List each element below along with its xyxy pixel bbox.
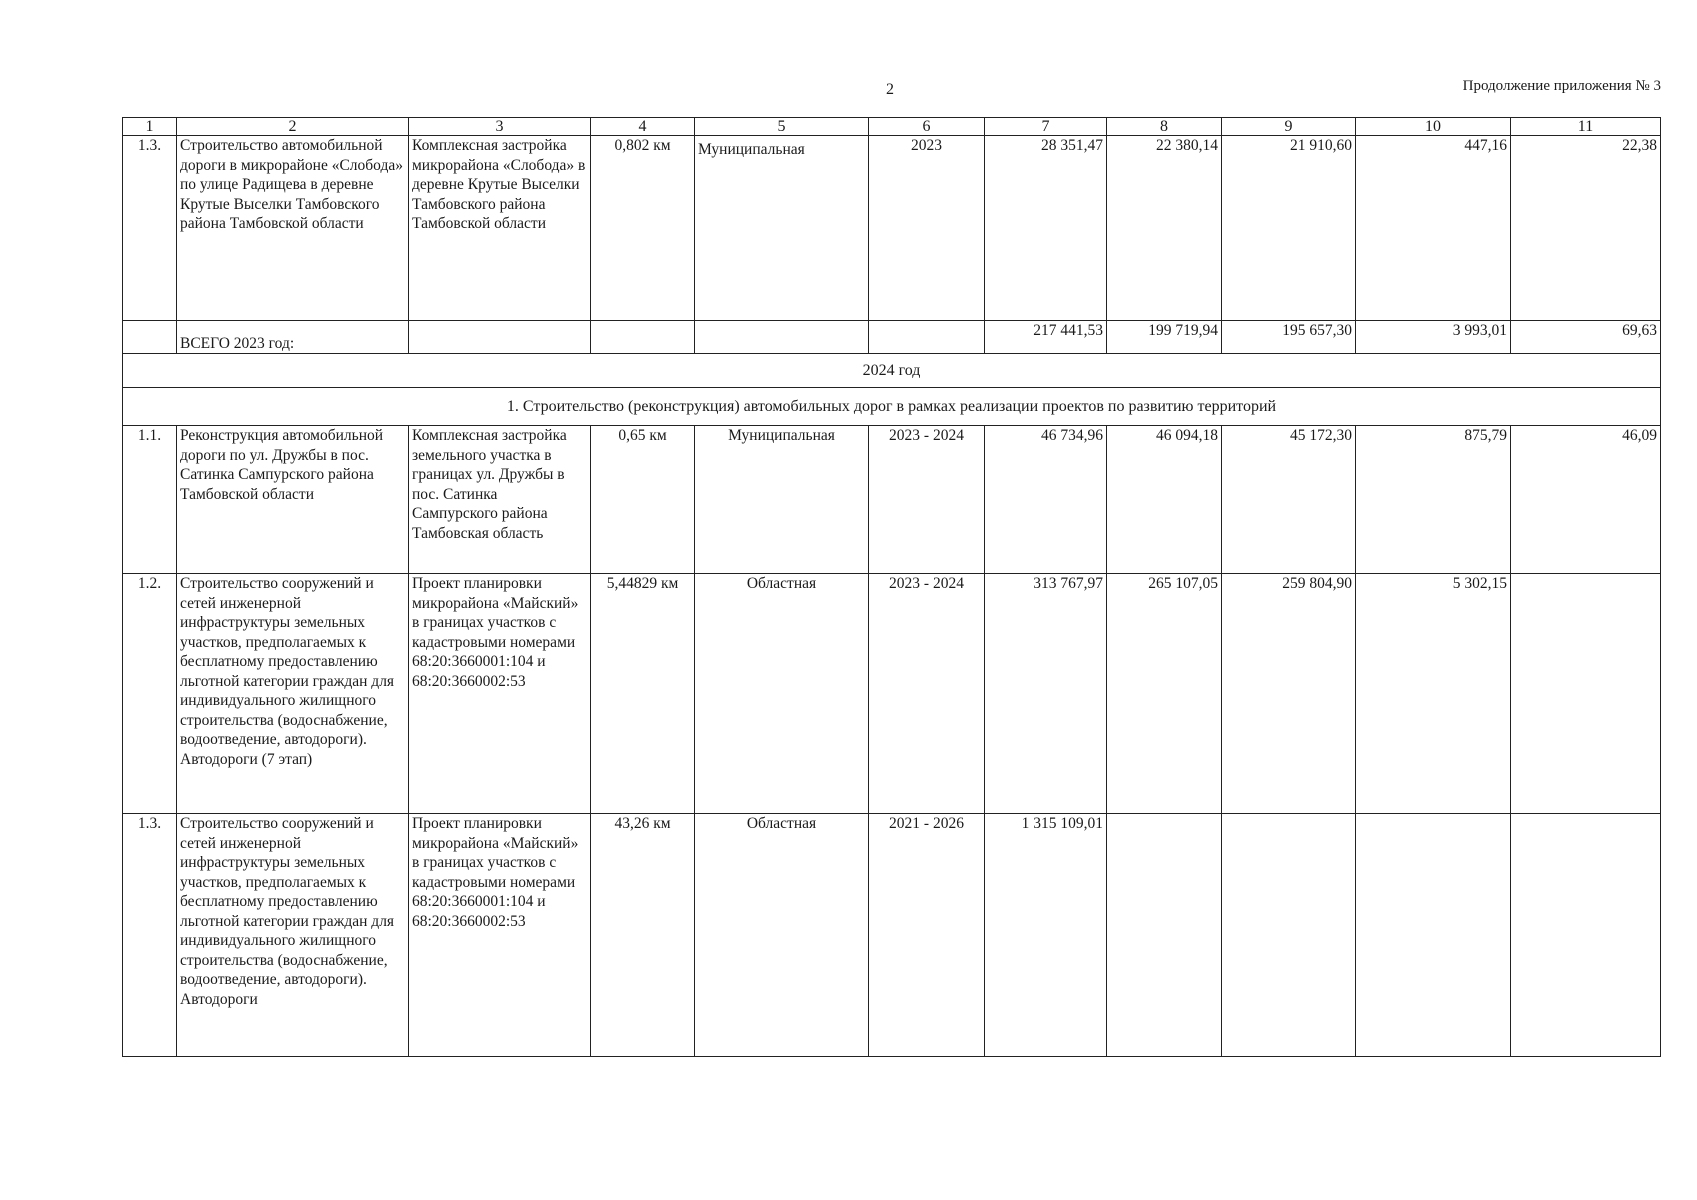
value-col10 xyxy=(1356,814,1511,1057)
total-col7: 217 441,53 xyxy=(985,321,1107,354)
column-number-row xyxy=(123,118,1661,136)
total-col8: 199 719,94 xyxy=(1107,321,1222,354)
object-period: 2021 - 2026 xyxy=(869,814,985,1057)
value-col10: 447,16 xyxy=(1356,136,1511,321)
value-col8: 265 107,05 xyxy=(1107,574,1222,814)
object-period: 2023 - 2024 xyxy=(869,426,985,574)
value-col8: 46 094,18 xyxy=(1107,426,1222,574)
object-basis: Комплексная застройка земельного участка в границах ул. Дружбы в пос. Сатинка Сампурского района Тамбовская область xyxy=(409,426,591,574)
object-length: 5,44829 км xyxy=(591,574,695,814)
section-row xyxy=(123,388,1661,426)
value-col7: 46 734,96 xyxy=(985,426,1107,574)
table-row xyxy=(123,426,1661,574)
object-period: 2023 - 2024 xyxy=(869,574,985,814)
object-length: 0,802 км xyxy=(591,136,695,321)
year-row xyxy=(123,354,1661,388)
value-col11: 22,38 xyxy=(1511,136,1661,321)
row-number: 1.2. xyxy=(123,574,177,814)
column-header: 4 xyxy=(591,118,695,136)
object-name: Строительство сооружений и сетей инженерной инфраструктуры земельных участков, предполагаемых к бесплатному предоставлению льготной категории граждан для индивидуального жилищного строительства (водоснабжение, водоотведение, автодороги). Автодороги xyxy=(177,814,409,1057)
object-basis: Проект планировки микрорайона «Майский» в границах участков с кадастровыми номерами 68:20:3660001:104 и 68:20:3660002:53 xyxy=(409,814,591,1057)
object-significance: Областная xyxy=(695,814,869,1057)
object-name: Строительство сооружений и сетей инженерной инфраструктуры земельных участков, предполагаемых к бесплатному предоставлению льготной категории граждан для индивидуального жилищного строительства (водоснабжение, водоотведение, автодороги). Автодороги (7 этап) xyxy=(177,574,409,814)
column-header: 9 xyxy=(1222,118,1356,136)
table-row xyxy=(123,814,1661,1057)
object-length: 43,26 км xyxy=(591,814,695,1057)
object-name: Реконструкция автомобильной дороги по ул. Дружбы в пос. Сатинка Сампурского района Тамбовской области xyxy=(177,426,409,574)
value-col9 xyxy=(1222,814,1356,1057)
object-length: 0,65 км xyxy=(591,426,695,574)
value-col10: 5 302,15 xyxy=(1356,574,1511,814)
table-row xyxy=(123,574,1661,814)
value-col9: 45 172,30 xyxy=(1222,426,1356,574)
total-label: ВСЕГО 2023 год: xyxy=(177,321,409,354)
table-row xyxy=(123,136,1661,321)
object-period: 2023 xyxy=(869,136,985,321)
row-number: 1.1. xyxy=(123,426,177,574)
total-row xyxy=(123,321,1661,354)
total-col10: 3 993,01 xyxy=(1356,321,1511,354)
object-significance: Муниципальная xyxy=(695,136,869,321)
data-table xyxy=(122,117,1661,1057)
value-col7: 313 767,97 xyxy=(985,574,1107,814)
column-header: 1 xyxy=(123,118,177,136)
column-header: 10 xyxy=(1356,118,1511,136)
row-number: 1.3. xyxy=(123,136,177,321)
value-col10: 875,79 xyxy=(1356,426,1511,574)
year-heading: 2024 год xyxy=(123,354,1661,388)
column-header: 6 xyxy=(869,118,985,136)
value-col11 xyxy=(1511,814,1661,1057)
object-basis: Комплексная застройка микрорайона «Слобода» в деревне Крутые Выселки Тамбовского района Тамбовской области xyxy=(409,136,591,321)
column-header: 11 xyxy=(1511,118,1661,136)
value-col9: 21 910,60 xyxy=(1222,136,1356,321)
value-col7: 1 315 109,01 xyxy=(985,814,1107,1057)
page-number: 2 xyxy=(886,81,894,98)
continuation-label: Продолжение приложения № 3 xyxy=(1462,78,1661,94)
object-significance: Муниципальная xyxy=(695,426,869,574)
object-basis: Проект планировки микрорайона «Майский» в границах участков с кадастровыми номерами 68:20:3660001:104 и 68:20:3660002:53 xyxy=(409,574,591,814)
total-col11: 69,63 xyxy=(1511,321,1661,354)
value-col11: 46,09 xyxy=(1511,426,1661,574)
column-header: 7 xyxy=(985,118,1107,136)
value-col9: 259 804,90 xyxy=(1222,574,1356,814)
column-header: 2 xyxy=(177,118,409,136)
value-col7: 28 351,47 xyxy=(985,136,1107,321)
total-col9: 195 657,30 xyxy=(1222,321,1356,354)
object-significance: Областная xyxy=(695,574,869,814)
section-heading: 1. Строительство (реконструкция) автомобильных дорог в рамках реализации проектов по развитию территорий xyxy=(123,388,1661,426)
value-col8: 22 380,14 xyxy=(1107,136,1222,321)
column-header: 3 xyxy=(409,118,591,136)
object-name: Строительство автомобильной дороги в микрорайоне «Слобода» по улице Радищева в деревне Крутые Выселки Тамбовского района Тамбовской области xyxy=(177,136,409,321)
column-header: 5 xyxy=(695,118,869,136)
value-col8 xyxy=(1107,814,1222,1057)
row-number: 1.3. xyxy=(123,814,177,1057)
value-col11 xyxy=(1511,574,1661,814)
column-header: 8 xyxy=(1107,118,1222,136)
